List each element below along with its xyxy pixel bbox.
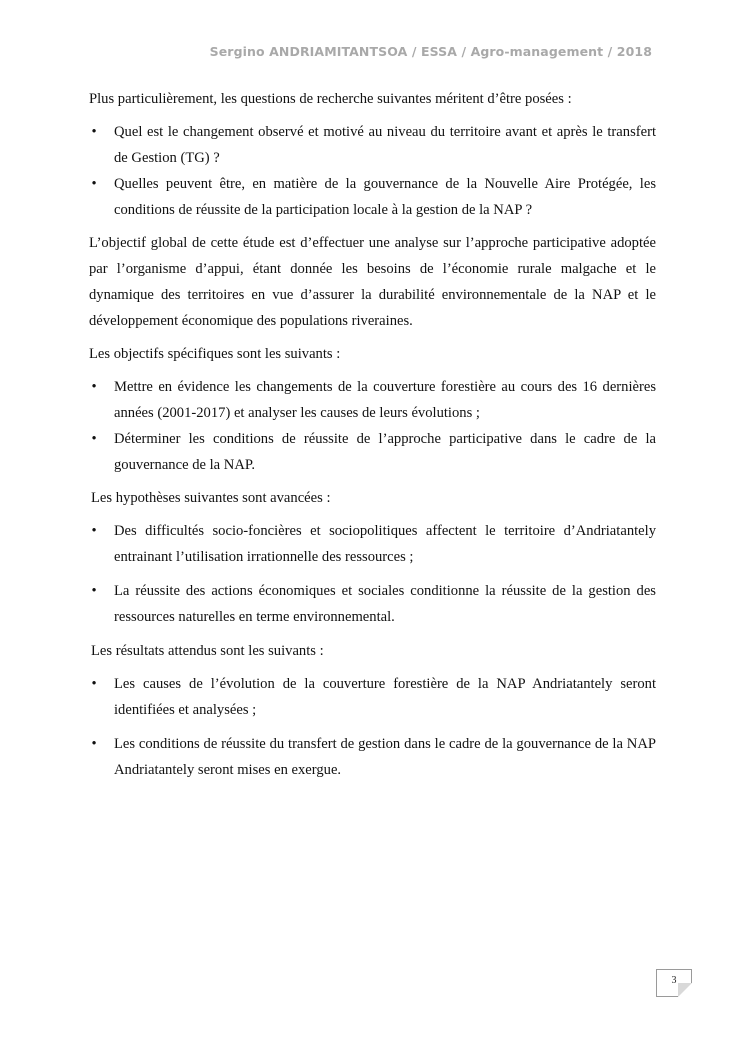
objectives-list (89, 374, 656, 478)
page-fold-icon (678, 983, 692, 997)
page-number: 3 (671, 975, 677, 986)
running-header: Sergino ANDRIAMITANTSOA / ESSA / Agro-management / 2018 (209, 44, 652, 59)
bullet-icon: • (91, 583, 97, 599)
page-number-box (656, 969, 692, 997)
list-item: • La réussite des actions économiques et sociales conditionne la réussite de la gestion des ressources naturelles en terme environnemental. (89, 578, 656, 630)
research-questions-intro: Plus particulièrement, les questions de recherche suivantes méritent d’être posées : (89, 91, 572, 107)
hypotheses-list (89, 518, 656, 630)
objectives-intro: Les objectifs spécifiques sont les suivants : (89, 346, 341, 362)
bullet-icon: • (91, 431, 97, 447)
bullet-icon: • (91, 736, 97, 752)
bullet-icon: • (91, 676, 97, 692)
hypotheses-intro: Les hypothèses suivantes sont avancées : (91, 490, 331, 506)
objective-global-paragraph: L’objectif global de cette étude est d’effectuer une analyse sur l’approche participative adoptée par l’organisme d’appui, étant donnée les besoins de l’économie rurale malgache et le dynamique des territoires en vue d’assurer la durabilité environnementale de la NAP et le développement économique des populations riveraines. (89, 235, 656, 329)
list-item: • Quelles peuvent être, en matière de la gouvernance de la Nouvelle Aire Protégée, les conditions de réussite de la participation locale à la gestion de la NAP ? (89, 171, 656, 223)
results-list (89, 671, 656, 783)
list-item: • Déterminer les conditions de réussite de l’approche participative dans le cadre de la gouvernance de la NAP. (89, 426, 656, 478)
bullet-icon: • (91, 523, 97, 539)
list-item: • Quel est le changement observé et motivé au niveau du territoire avant et après le transfert de Gestion (TG) ? (89, 119, 656, 171)
page-content (89, 86, 656, 791)
results-intro: Les résultats attendus sont les suivants : (91, 643, 324, 659)
list-item: • Des difficultés socio-foncières et sociopolitiques affectent le territoire d’Andriatantely entrainant l’utilisation irrationnelle des ressources ; (89, 518, 656, 570)
research-questions-list (89, 119, 656, 223)
bullet-icon: • (91, 176, 97, 192)
bullet-icon: • (91, 379, 97, 395)
list-item: • Mettre en évidence les changements de la couverture forestière au cours des 16 dernières années (2001-2017) et analyser les causes de leurs évolutions ; (89, 374, 656, 426)
list-item: • Les causes de l’évolution de la couverture forestière de la NAP Andriatantely seront identifiées et analysées ; (89, 671, 656, 723)
bullet-icon: • (91, 124, 97, 140)
list-item: • Les conditions de réussite du transfert de gestion dans le cadre de la gouvernance de la NAP Andriatantely seront mises en exergue. (89, 731, 656, 783)
